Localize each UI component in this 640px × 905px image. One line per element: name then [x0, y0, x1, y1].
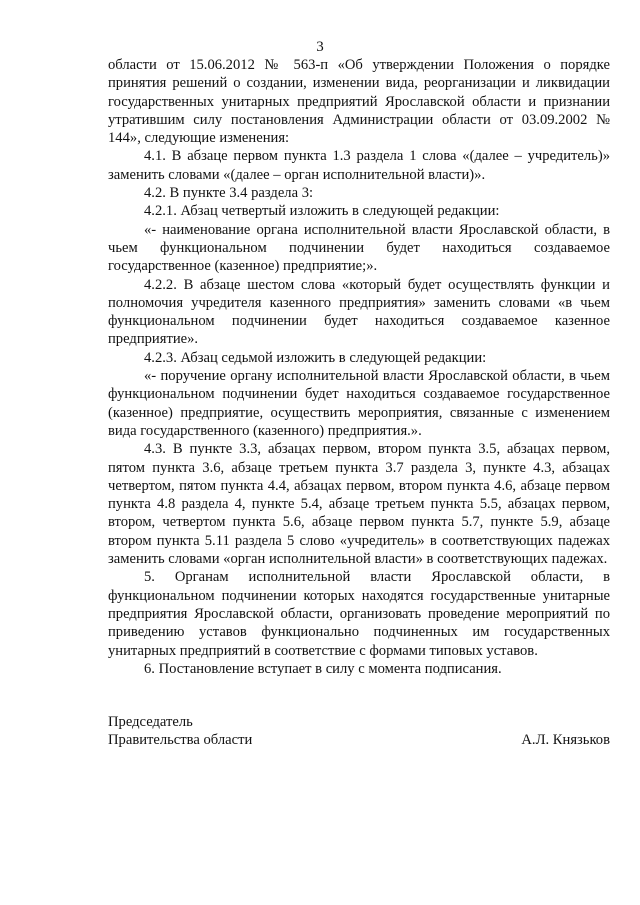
signature-line — [108, 731, 610, 749]
paragraph-5: 5. Органам исполнительной власти Ярославской области, в функциональном подчинении которых находятся государственные унитарные предприятия Ярославской области, организовать проведение мероприятий по приведению уставов функционально подчиненных им государственных унитарных предприятий в соответствие с формами типовых уставов. — [108, 569, 610, 659]
paragraph-4-2-1: 4.2.1. Абзац четвертый изложить в следующей редакции: — [144, 203, 500, 220]
paragraph-4-2-2: 4.2.2. В абзаце шестом слова «который будет осуществлять функции и полномочия учредителя казенного предприятия» заменить словами «в чьем функциональном подчинении будет находиться создаваемое казенное предприятие». — [108, 276, 610, 348]
paragraph-4-3: 4.3. В пункте 3.3, абзацах первом, втором пункта 3.5, абзацах первом, пятом пункта 3.6, абзаце третьем пункта 3.7 раздела 3, пункте 4.3, абзацах четвертом, пятом пункта 4.4, абзацах первом, втором пункта 4.6, абзаце первом пункта 4.8 раздела 4, пункте 5.4, абзаце третьем пункта 5.5, абзацах первом, втором, четвертом пункта 5.6, абзаце первом пункта 5.7, пункте 5.9, абзаце втором пункта 5.11 раздела 5 слово «учредитель» в соответствующих падежах заменить словами «орган исполнительной власти» в соответствующих падежах. — [108, 441, 610, 568]
paragraph-4-2: 4.2. В пункте 3.4 раздела 3: — [144, 185, 314, 202]
paragraph-4-1: 4.1. В абзаце первом пункта 1.3 раздела 1 слова «(далее – учредитель)» заменить словами «(далее – орган исполнительной власти)». — [108, 148, 610, 183]
signature-block — [108, 713, 610, 750]
paragraph-4-2-3: 4.2.3. Абзац седьмой изложить в следующей редакции: — [144, 349, 487, 366]
paragraph-4-2-1-text: «- наименование органа исполнительной власти Ярославской области, в чьем функциональном подчинении будет находиться создаваемое государственное (казенное) предприятие;». — [108, 221, 610, 275]
signatory-title-line1: Председатель — [108, 714, 193, 730]
signatory-name: А.Л. Князьков — [521, 732, 610, 749]
document-body — [108, 56, 610, 678]
signatory-title-line2: Правительства области — [108, 732, 253, 749]
page-number: 3 — [316, 39, 324, 55]
paragraph-intro: области от 15.06.2012 № 563-п «Об утверждении Положения о порядке принятия решений о создании, изменении вида, реорганизации и ликвидации государственных унитарных предприятий Ярославской области и признании утратившим силу постановления Администрации области от 03.09.2002 № 144», следующие изменения: — [108, 57, 610, 147]
paragraph-6: 6. Постановление вступает в силу с момента подписания. — [144, 660, 502, 677]
paragraph-4-2-3-text: «- поручение органу исполнительной власти Ярославской области, в чьем функциональном подчинении будет находиться создаваемое государственное (казенное) предприятие, осуществить мероприятия, связанные с изменением вида государственного (казенного) предприятия.». — [108, 368, 610, 439]
